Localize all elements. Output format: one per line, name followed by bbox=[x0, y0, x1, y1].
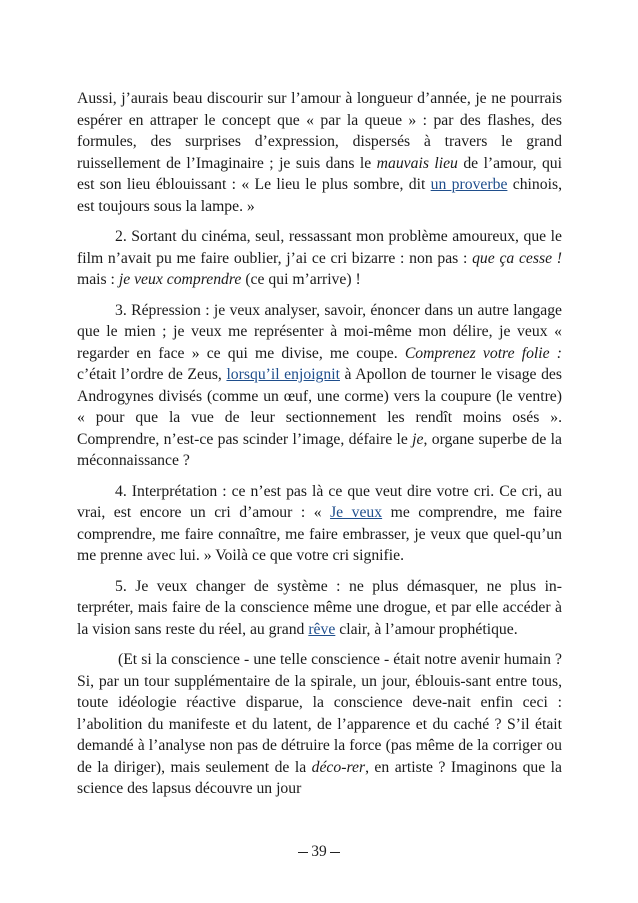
paragraph-2 bbox=[77, 226, 562, 291]
p3-text-f: , organe superbe de la méconnaissance ? bbox=[77, 430, 563, 469]
p3-text-c: c’était l’ordre de Zeus, bbox=[77, 366, 227, 383]
p3-italic-je: je bbox=[412, 430, 424, 448]
paragraph-6 bbox=[77, 649, 562, 800]
p1-italic-mauvais-lieu: mauvais lieu bbox=[376, 154, 458, 172]
paragraph-1 bbox=[77, 88, 562, 217]
p5-text-a: 5. Je veux changer de système : ne plus démasquer, ne plus in-terpréter, mais faire de la conscience même une drogue, et par elle accéder à la vision sans reste du réel, au grand bbox=[77, 577, 562, 638]
p4-text-b: me comprendre, me faire comprendre, me faire connaître, me faire embrasser, je veux que quel-qu’un me prenne avec lui. » Voilà ce que votre cri signifie. bbox=[77, 504, 562, 564]
p5-text-b: clair, à l’amour prophétique. bbox=[335, 620, 518, 638]
p2-italic-je-veux-comprendre: je veux comprendre bbox=[118, 271, 242, 288]
p2-text-c: mais : bbox=[77, 271, 119, 288]
paragraph-5 bbox=[77, 576, 562, 641]
folio-dash-left bbox=[298, 852, 308, 854]
p2-italic-que-ca-cesse: que ça cesse ! bbox=[472, 249, 562, 267]
p1-text-d: chinois, est toujours sous la lampe. » bbox=[77, 176, 562, 215]
p3-text-d: à Apollon de tourner le visage des Androgynes divisés (comme un œuf, une corme) vers la coupure (le ventre) « pour que la vue de leur sectionnement les rendît moins osés ». Comprendre, n’est-ce pas scinder l’image, défaire le bbox=[77, 366, 563, 448]
p1-text-a: Aussi, j’aurais beau discourir sur l’amour à longueur d’année, je ne pourrais espérer en attraper le concept que « par la queue » : par des flashes, des formules, des surprises d’expression, dispersés à travers le grand ruissellement de l’Imaginaire ; je suis dans le bbox=[77, 90, 562, 172]
p6-text-c: , en artiste ? Imaginons que la science des lapsus découvre un jour bbox=[77, 758, 562, 797]
paragraph-3 bbox=[77, 300, 562, 472]
link-lorsqu-il-enjoignit[interactable]: lorsqu’il enjoignit bbox=[226, 366, 340, 383]
link-un-proverbe[interactable]: un proverbe bbox=[430, 176, 508, 193]
paragraph-4 bbox=[77, 481, 562, 567]
folio-dash-right bbox=[330, 852, 340, 854]
p3-text-a: 3. Répression : je veux analyser, savoir, énoncer dans un autre langage que le mien ; je veux me représenter à moi-même mon délire, je veux « regarder en face » ce qui me divise, me coupe. bbox=[77, 301, 562, 362]
page-number bbox=[0, 843, 638, 861]
link-reve[interactable]: rêve bbox=[308, 620, 336, 638]
p2-text-e: (ce qui m’arrive) ! bbox=[241, 271, 361, 288]
p1-text-c: de l’amour, qui est son lieu éblouissant : « Le lieu le plus sombre, dit bbox=[77, 154, 563, 193]
p4-text-a: 4. Interprétation : ce n’est pas là ce que veut dire votre cri. Ce cri, au vrai, est encore un cri d’amour : « bbox=[77, 482, 562, 521]
body-text bbox=[77, 88, 562, 809]
p6-italic-decorer: déco-rer bbox=[311, 758, 366, 776]
p6-text-a: (Et si la conscience - une telle conscience - était notre avenir humain ? Si, par un tour supplémentaire de la spirale, un jour, éblouis-sant entre tous, toute idéologie réactive disparue, la conscience deve-nait enfin ceci : l’abolition du manifeste et du latent, de l’apparence et du caché ? S’il était demandé à l’analyse non pas de détruire la force (pas même de la corriger ou de la diriger), mais seulement de la bbox=[77, 651, 562, 776]
link-je-veux[interactable]: Je veux bbox=[330, 504, 383, 521]
p2-text-a: 2. Sortant du cinéma, seul, ressassant mon problème amoureux, que le film n’avait pu me faire oublier, j’ai ce cri bizarre : non pas : bbox=[77, 228, 562, 267]
p3-italic-comprenez: Comprenez votre folie : bbox=[404, 344, 562, 362]
page-number-value: 39 bbox=[311, 843, 327, 860]
